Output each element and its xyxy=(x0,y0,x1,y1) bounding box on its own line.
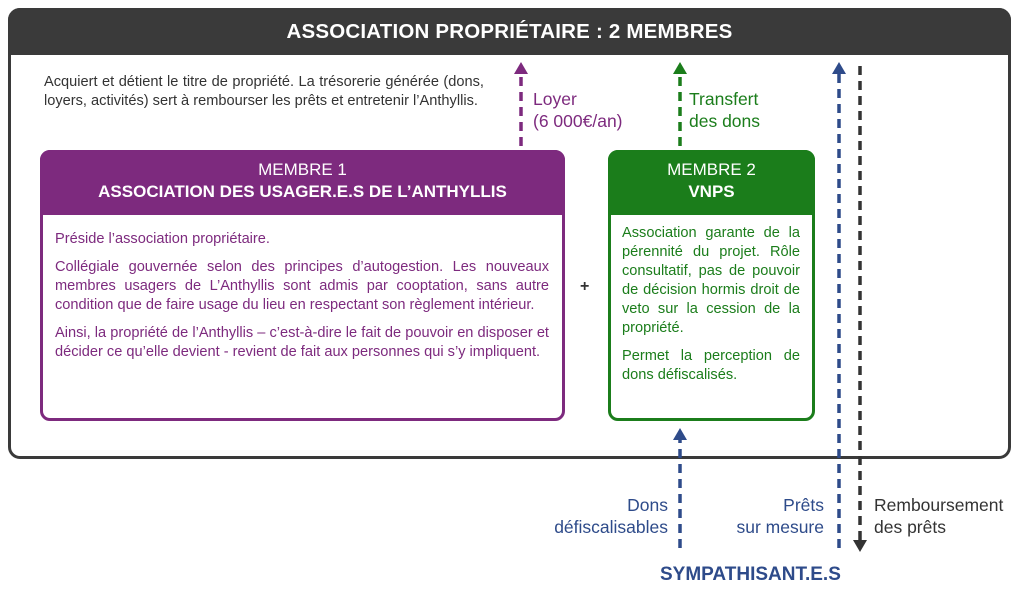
prets-label-line1: Prêts xyxy=(783,495,824,515)
remboursement-label xyxy=(874,494,1003,538)
member1-paragraph: Collégiale gouvernée selon des principes d’autogestion. Les nouveaux membres usagers de L’Anthyllis sont admis par cooptation, sans autre condition que de faire usage du lieu en respectant son règlement intérieur. xyxy=(55,259,549,313)
dons-label-line1: Dons xyxy=(627,495,668,515)
loyer-label-line1: Loyer xyxy=(533,89,577,109)
transfert-arrow xyxy=(673,62,687,146)
member1-paragraph: Ainsi, la propriété de l’Anthyllis – c’est-à-dire le fait de pouvoir en disposer et décider ce qu’elle devient - revient de fait aux personnes qui s’y impliquent. xyxy=(55,325,549,360)
remboursement-label-line1: Remboursement xyxy=(874,495,1004,515)
member2-paragraph: Association garante de la pérennité du projet. Rôle consultatif, pas de pouvoir de décision hormis droit de veto sur la cession de la propriété. xyxy=(622,225,800,336)
prets-label xyxy=(694,494,824,538)
transfert-label-line1: Transfert xyxy=(689,89,759,109)
remboursement-label-line2: des prêts xyxy=(874,517,946,537)
member1-paragraph: Préside l’association propriétaire. xyxy=(55,231,270,247)
sympathisants-label: SYMPATHISANT.E.S xyxy=(660,564,841,585)
remboursement-arrow xyxy=(853,66,867,552)
plus-sign: + xyxy=(580,278,590,295)
member2-name: VNPS xyxy=(688,182,735,201)
dons-arrow xyxy=(673,428,687,548)
prets-arrow xyxy=(832,62,846,548)
prets-label-line2: sur mesure xyxy=(736,517,824,537)
transfert-label-line2: des dons xyxy=(689,111,761,131)
member1-name: ASSOCIATION DES USAGER.E.S DE L’ANTHYLLIS xyxy=(98,182,507,201)
member2-paragraph: Permet la perception de dons défiscalisés. xyxy=(622,348,800,383)
loyer-arrow xyxy=(514,62,528,146)
dons-label xyxy=(538,494,668,538)
member1-number: MEMBRE 1 xyxy=(258,160,347,179)
association-description: Acquiert et détient le titre de propriété. La trésorerie générée (dons, loyers, activités) sert à rembourser les prêts et entretenir l’Anthyllis. xyxy=(44,74,484,109)
member2-number: MEMBRE 2 xyxy=(667,160,756,179)
loyer-label xyxy=(533,88,623,132)
proprietary-association-title: ASSOCIATION PROPRIÉTAIRE : 2 MEMBRES xyxy=(8,8,1011,55)
dons-label-line2: défiscalisables xyxy=(554,517,668,537)
loyer-label-line2: (6 000€/an) xyxy=(533,111,623,131)
transfert-label xyxy=(689,88,760,132)
